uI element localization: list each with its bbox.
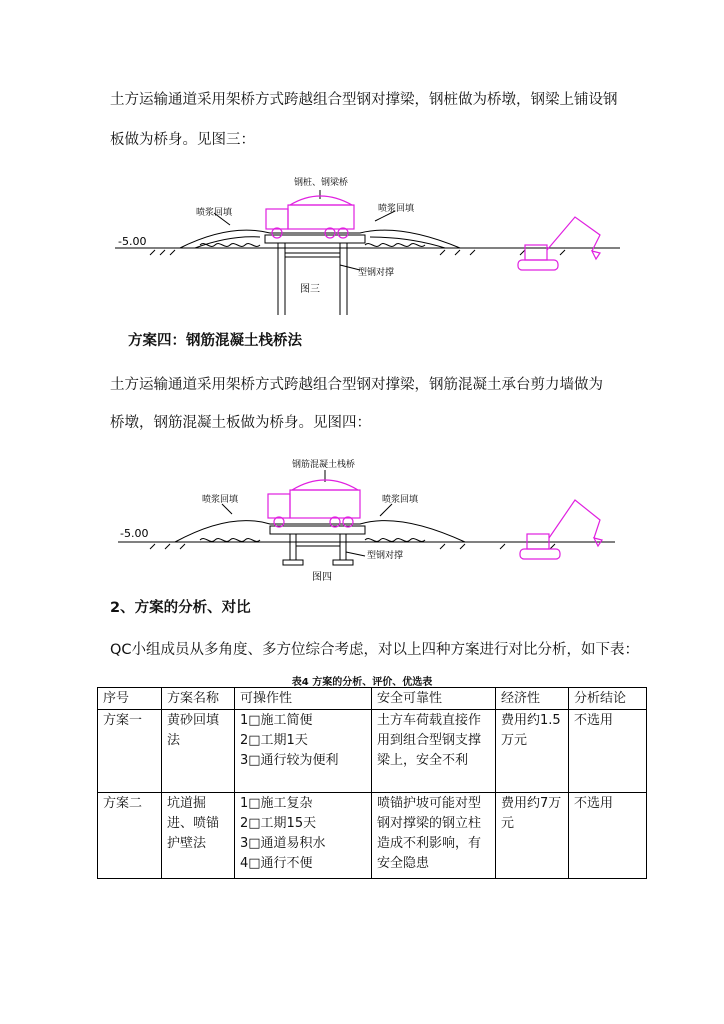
row-id: 方案一 [98,710,162,793]
figure-3-excavator [518,217,600,270]
figure-4-label-top: 钢筋混凝土栈桥 [292,460,356,470]
row-operability [235,710,372,793]
row-safety: 喷锚护坡可能对型钢对撑梁的钢立柱造成不利影响，有安全隐患 [372,793,496,879]
header-cell: 分析结论 [569,688,647,710]
row-name: 坑道掘进、喷锚护壁法 [162,793,235,879]
figure-3-steel-bridge [0,165,724,325]
operability-item: 1□施工复杂 [240,796,313,811]
header-cell: 安全可靠性 [372,688,496,710]
heading-plan-4: 方案四：钢筋混凝土栈桥法 [128,333,302,349]
row-economy: 费用约1.5万元 [496,710,569,793]
table-caption: 表4 方案的分析、评价、优选表 [291,677,433,688]
figure-4-label-right: 喷浆回填 [382,495,419,505]
figure-4-label-bottom: 型钢对撑 [367,551,404,561]
figure-4-excavator [520,500,602,559]
figure-4-elevation: -5.00 [120,527,149,540]
operability-item: 3□通道易积水 [240,836,326,851]
row-safety: 土方车荷载直接作用到组合型钢支撑梁上，安全不利 [372,710,496,793]
paragraph-3-line-1: QC小组成员从多角度、多方位综合考虑，对以上四种方案进行对比分析，如下表： [110,642,640,658]
row-conclusion: 不选用 [569,793,647,879]
row-name: 黄砂回填法 [162,710,235,793]
row-operability [235,793,372,879]
table-row [98,793,647,879]
figure-3-label-right: 喷浆回填 [378,204,415,214]
figure-3-dump-truck [266,196,354,238]
operability-item: 1□施工简便 [240,713,313,728]
operability-item: 4□通行不便 [240,856,313,871]
figure-3-label-top: 钢桩、钢梁桥 [294,178,349,188]
table-header-row [98,688,647,710]
header-cell: 序号 [98,688,162,710]
figure-3-elevation: -5.00 [118,235,147,248]
paragraph-2-line-1: 土方运输通道采用架桥方式跨越组合型钢对撑梁，钢筋混凝土承台剪力墙做为 [110,377,603,393]
operability-item: 3□通行较为便利 [240,753,339,768]
figure-4-dump-truck [268,480,360,527]
row-id: 方案二 [98,793,162,879]
figure-4-concrete-bridge [0,452,724,587]
figure-3-label-left: 喷浆回填 [196,208,233,218]
comparison-table [97,687,647,879]
header-cell: 可操作性 [235,688,372,710]
figure-3-label-bottom: 型钢对撑 [358,268,395,278]
row-economy: 费用约7万元 [496,793,569,879]
figure-4-caption: 图四 [312,572,332,583]
paragraph-1-line-2: 板做为桥身。见图三： [110,132,255,148]
header-cell: 经济性 [496,688,569,710]
row-conclusion: 不选用 [569,710,647,793]
table-row [98,710,647,793]
figure-4-label-left: 喷浆回填 [202,495,239,505]
figure-3-ground [115,190,620,315]
paragraph-2-line-2: 桥墩，钢筋混凝土板做为桥身。见图四： [110,415,371,431]
paragraph-1-line-1: 土方运输通道采用架桥方式跨越组合型钢对撑梁，钢桩做为桥墩，钢梁上铺设钢 [110,92,618,108]
header-cell: 方案名称 [162,688,235,710]
operability-item: 2□工期15天 [240,816,317,831]
heading-section-2: 2、方案的分析、对比 [110,600,251,616]
operability-item: 2□工期1天 [240,733,308,748]
figure-3-caption: 图三 [300,284,320,295]
